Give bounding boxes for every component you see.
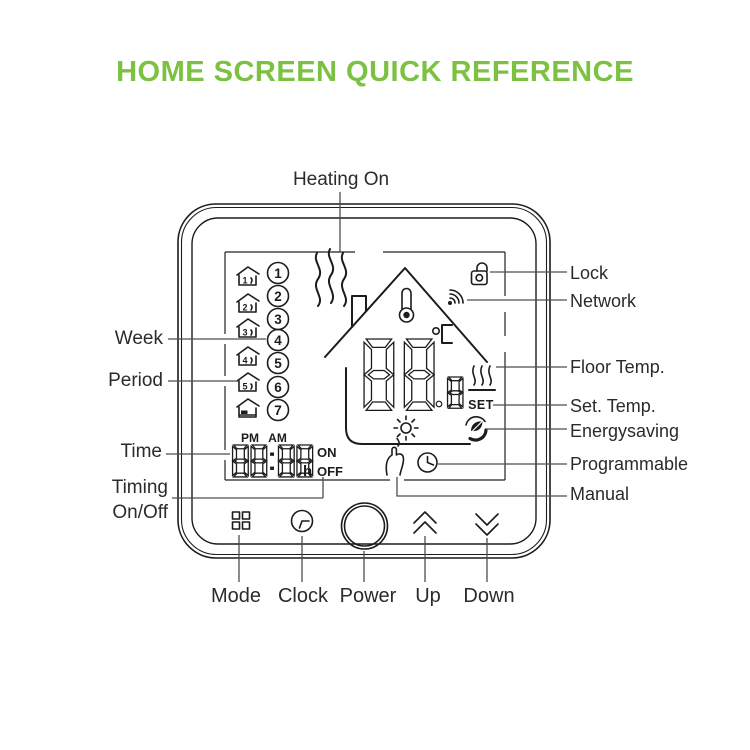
off-label: OFF bbox=[317, 464, 343, 479]
heating-on-icon bbox=[316, 249, 346, 306]
clock-icon bbox=[292, 511, 313, 532]
week-day-6 bbox=[268, 377, 289, 398]
temperature-display bbox=[364, 339, 463, 410]
callout-mode: Mode bbox=[210, 585, 262, 607]
callout-down: Down bbox=[463, 585, 515, 607]
energysaving-icon bbox=[466, 417, 486, 440]
week-day-4 bbox=[268, 330, 289, 351]
power-button-circle bbox=[342, 503, 388, 549]
floor-temp-icon bbox=[469, 366, 495, 390]
svg-text:1: 1 bbox=[242, 275, 248, 286]
callout-timing-line1: Timing bbox=[111, 477, 168, 498]
period-house-4-icon bbox=[237, 347, 259, 366]
svg-text:5: 5 bbox=[274, 355, 282, 371]
set-label: SET bbox=[468, 398, 494, 412]
week-day-indicators bbox=[268, 263, 289, 421]
programmable-clock-icon bbox=[418, 453, 437, 472]
time-display bbox=[233, 431, 343, 480]
down-chevron-icon bbox=[476, 514, 498, 535]
callout-period: Period bbox=[108, 370, 163, 391]
period-house-3-icon bbox=[237, 319, 259, 338]
period-house-5-icon bbox=[237, 373, 259, 392]
callout-clock: Clock bbox=[277, 585, 329, 607]
week-day-3 bbox=[268, 309, 289, 330]
period-house-icons bbox=[237, 267, 259, 417]
callout-heating-on: Heating On bbox=[292, 169, 390, 190]
week-day-1 bbox=[268, 263, 289, 284]
up-chevron-icon bbox=[414, 512, 436, 533]
callout-lock: Lock bbox=[570, 263, 609, 283]
callout-network: Network bbox=[570, 291, 637, 311]
thermometer-icon bbox=[400, 289, 414, 323]
week-day-5 bbox=[268, 353, 289, 374]
callout-timing-on-off bbox=[112, 477, 168, 524]
sun-icon bbox=[394, 416, 418, 440]
period-house-sleep-icon bbox=[237, 399, 259, 417]
page-title: HOME SCREEN QUICK REFERENCE bbox=[116, 56, 634, 88]
svg-text:4: 4 bbox=[242, 355, 248, 366]
callout-power: Power bbox=[339, 585, 397, 607]
callout-up: Up bbox=[415, 585, 441, 607]
svg-text:3: 3 bbox=[274, 311, 282, 327]
svg-text:7: 7 bbox=[274, 402, 282, 418]
week-day-7 bbox=[268, 400, 289, 421]
callout-programmable: Programmable bbox=[570, 454, 689, 474]
hour-suffix-label: h bbox=[303, 463, 313, 480]
svg-text:5: 5 bbox=[242, 381, 248, 392]
callout-manual: Manual bbox=[570, 484, 630, 504]
period-house-1-icon bbox=[237, 267, 259, 286]
network-wifi-icon bbox=[448, 290, 463, 305]
on-label: ON bbox=[317, 445, 337, 460]
callout-set-temp: Set. Temp. bbox=[570, 396, 656, 416]
pm-label: PM bbox=[241, 431, 259, 445]
svg-text:2: 2 bbox=[242, 302, 248, 313]
mode-grid-icon bbox=[233, 512, 250, 529]
week-day-2 bbox=[268, 286, 289, 307]
callout-time: Time bbox=[120, 441, 162, 462]
callout-timing-line2: On/Off bbox=[112, 502, 168, 523]
svg-text:2: 2 bbox=[274, 288, 282, 304]
callout-energysaving: Energysaving bbox=[570, 421, 680, 441]
am-label: AM bbox=[268, 431, 287, 445]
period-house-2-icon bbox=[237, 294, 259, 313]
degree-unit-icon bbox=[433, 325, 452, 343]
svg-text:6: 6 bbox=[274, 379, 282, 395]
lock-icon bbox=[472, 263, 488, 285]
callout-week: Week bbox=[114, 328, 163, 349]
callout-floor-temp: Floor Temp. bbox=[570, 357, 665, 377]
svg-text:3: 3 bbox=[242, 327, 248, 338]
svg-text:1: 1 bbox=[274, 265, 282, 281]
svg-text:4: 4 bbox=[274, 332, 282, 348]
